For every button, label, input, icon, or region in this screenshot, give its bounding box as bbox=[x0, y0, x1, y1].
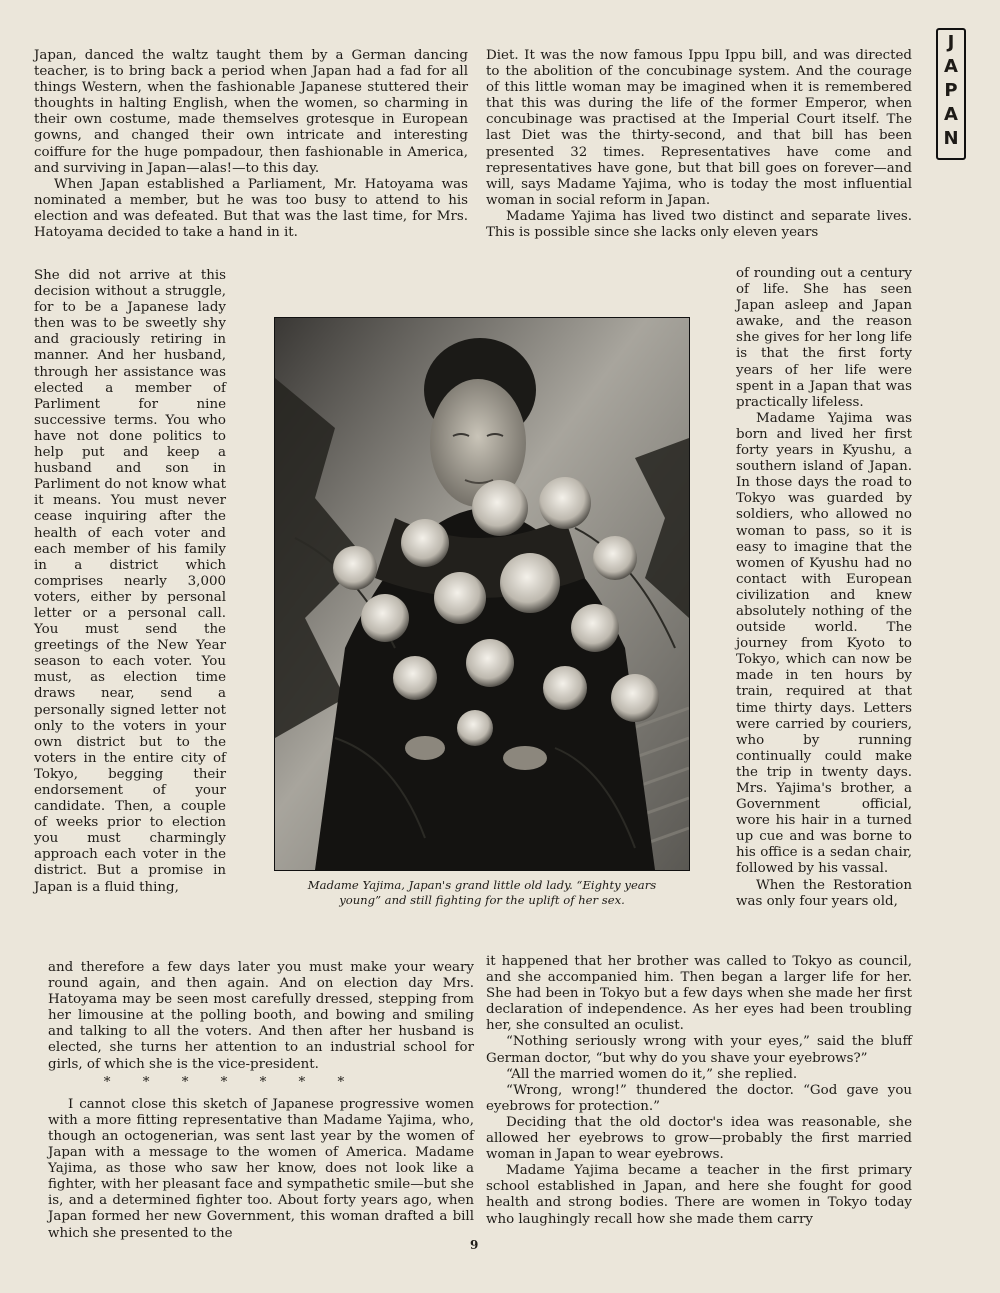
article-paragraph: When Japan established a Parliament, Mr. Hatoyama was nominated a member, but he was too busy to attend to his election and was defeated. But that was the last time, for Mrs. Hatoyama decided to take a hand in it. bbox=[34, 176, 468, 241]
article-paragraph: it happened that her brother was called to Tokyo as council, and she accompanied him. Then began a larger life for her. She had been in Tokyo but a few days when she made her first declaration of independence. As her eyes had been troubling her, she consulted an oculist. bbox=[486, 954, 912, 1034]
article-paragraph: I cannot close this sketch of Japanese progressive women with a more fitting representative than Madame Yajima, who, though an octogenerian, was sent last year by the women of Japan with a message to the women of America. Madame Yajima, as those who saw her know, does not look like a fighter, with her pleasant face and sympathetic smile—but she is, and a determined fighter too. About forty years ago, when Japan formed her new Government, this woman drafted a bill which she presented to the bbox=[48, 1096, 474, 1241]
portrait-photo-madame-yajima bbox=[274, 317, 690, 871]
article-column-left-bottom bbox=[48, 960, 474, 1242]
section-tab-letter: A bbox=[944, 56, 958, 77]
article-paragraph: Madame Yajima became a teacher in the first primary school established in Japan, and here she fought for good health and strong bodies. There are women in Tokyo today who laughingly recall how she made them carry bbox=[486, 1163, 912, 1227]
article-column-left-narrow bbox=[34, 268, 226, 896]
article-paragraph: Deciding that the old doctor's idea was reasonable, she allowed her eyebrows to grow—probably the first married woman in Japan to wear eyebrows. bbox=[486, 1114, 912, 1163]
section-tab-letter: J bbox=[947, 32, 955, 53]
section-tab-letter: P bbox=[944, 80, 958, 101]
portrait-photo-image bbox=[275, 318, 689, 870]
article-column-right-top bbox=[486, 48, 912, 241]
article-paragraph: When the Restoration was only four years old, bbox=[736, 877, 912, 909]
section-tab-letter: N bbox=[943, 128, 959, 149]
article-paragraph: “Nothing seriously wrong with your eyes,” said the bluff German doctor, “but why do you shave your eyebrows?” bbox=[486, 1034, 912, 1066]
page-number: 9 bbox=[470, 1238, 479, 1252]
article-paragraph: Madame Yajima has lived two distinct and separate lives. This is possible since she lacks only eleven years bbox=[486, 208, 912, 241]
article-column-left-top bbox=[34, 48, 468, 241]
article-column-right-narrow bbox=[736, 266, 912, 910]
article-paragraph: “All the married women do it,” she replied. bbox=[506, 1066, 798, 1082]
section-tab-letter: A bbox=[944, 104, 958, 125]
article-paragraph: of rounding out a century of life. She has seen Japan asleep and Japan awake, and the reason she gives for her long life is that the first forty years of her life were spent in a Japan that was practically lifeless. bbox=[736, 266, 912, 410]
section-break-asterisks: * * * * * * * bbox=[103, 1074, 359, 1090]
article-paragraph: “Wrong, wrong!” thundered the doctor. “God gave you eyebrows for protection.” bbox=[486, 1082, 912, 1114]
article-paragraph: She did not arrive at this decision without a struggle, for to be a Japanese lady then was to be sweetly shy and graciously retiring in manner. And her husband, through her assistance was elected a member of Parliment for nine successive terms. You who have not done politics to help put and keep a husband and son in Parliment do not know what it means. You must never cease inquiring after the health of each voter and each member of his family in a district which comprises nearly 3,000 voters, either by personal letter or a personal call. You must send the greetings of the New Year season to each voter. You must, as election time draws near, send a personally signed letter not only to the voters in your own district but to the voters in the entire city of Tokyo, begging their endorsement of your candidate. Then, a couple of weeks prior to election you must charmingly approach each voter in the district. But a promise in Japan is a fluid thing, bbox=[34, 268, 226, 895]
article-paragraph: Diet. It was the now famous Ippu Ippu bill, and was directed to the abolition of the concubinage system. And the courage of this little woman may be imagined when it is remembered that this was during the life of the former Emperor, when concubinage was practised at the Imperial Court itself. The last Diet was the thirty-second, and that bill has been presented 32 times. Representatives have come and representatives have gone, but that bill goes on forever—and will, says Madame Yajima, who is today the most influential woman in social reform in Japan. bbox=[486, 48, 912, 208]
section-tab-japan bbox=[936, 28, 966, 160]
photo-caption: Madame Yajima, Japan's grand little old lady. “Eighty years young” and still fighting for the uplift of her sex. bbox=[307, 878, 657, 907]
article-paragraph: Japan, danced the waltz taught them by a German dancing teacher, is to bring back a period when Japan had a fad for all things Western, when the fashionable Japanese stuttered their thoughts in halting English, when the women, so charming in their own costume, made themselves grotesque in European gowns, and changed their own intricate and interesting coiffure for the huge pompadour, then fashionable in America, and surviving in Japan—alas!—to this day. bbox=[34, 48, 468, 176]
article-paragraph: and therefore a few days later you must make your weary round again, and then again. And on election day Mrs. Hatoyama may be seen most carefully dressed, stepping from her limousine at the polling booth, and bowing and smiling and talking to all the voters. And then after her husband is elected, she turns her attention to an industrial school for girls, of which she is the vice-president. bbox=[48, 960, 474, 1072]
article-column-right-bottom bbox=[486, 954, 912, 1228]
article-paragraph: Madame Yajima was born and lived her first forty years in Kyushu, a southern island of Japan. In those days the road to Tokyo was guarded by soldiers, who allowed no woman to pass, so it is easy to imagine that the women of Kyushu had no contact with European civilization and knew absolutely nothing of the outside world. The journey from Kyoto to Tokyo, which can now be made in ten hours by train, required at that time thirty days. Letters were carried by couriers, who by running continually could make the trip in twenty days. Mrs. Yajima's brother, a Government official, wore his hair in a turned up cue and was borne to his office is a sedan chair, followed by his vassal. bbox=[736, 410, 912, 877]
